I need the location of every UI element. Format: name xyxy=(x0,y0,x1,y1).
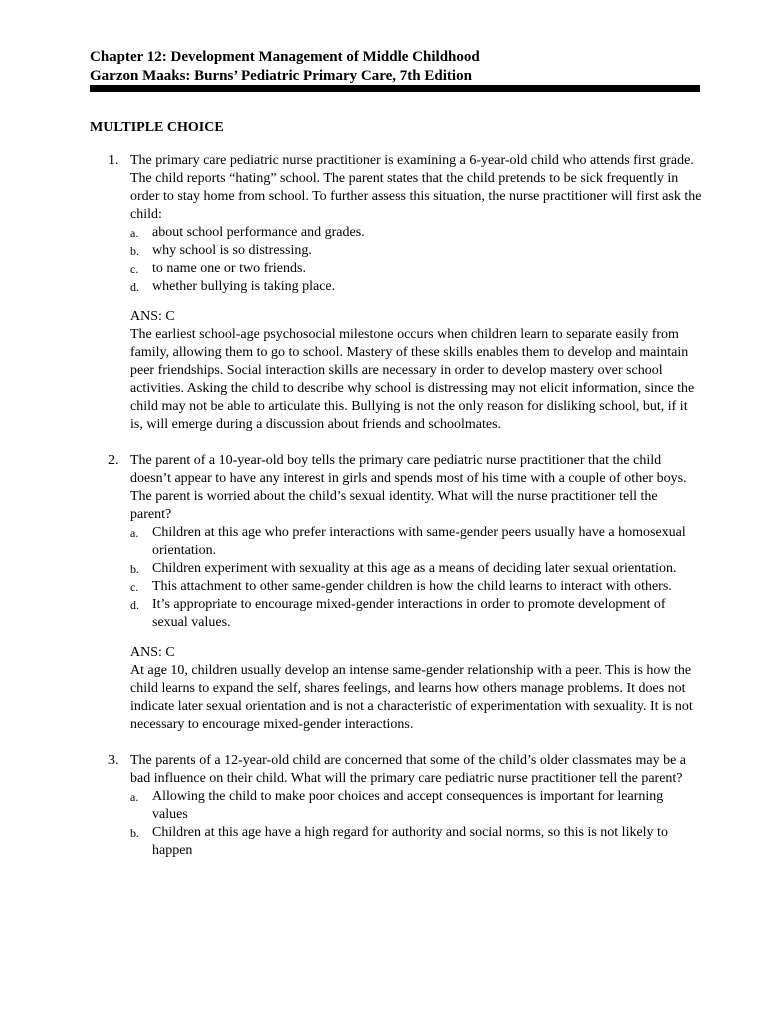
option-letter: b. xyxy=(130,244,139,258)
answer-option xyxy=(130,242,702,260)
answer-block xyxy=(130,308,702,434)
answer-option xyxy=(130,524,702,560)
question-spacer xyxy=(90,734,702,752)
option-text: Children experiment with sexuality at this age as a means of deciding later sexual orientation. xyxy=(152,561,677,576)
section-heading: MULTIPLE CHOICE xyxy=(90,120,224,135)
book-title: Garzon Maaks: Burns’ Pediatric Primary Care, 7th Edition xyxy=(90,68,472,84)
answer-block xyxy=(130,644,702,734)
answer-rationale: At age 10, children usually develop an intense same-gender relationship with a peer. This is how the child learns to expand the self, shares feelings, and learns how others manage problems. It does not indicate later sexual orientation and is not a characteristic of experimentation with sexuality. It is not necessary to encourage mixed-gender interactions. xyxy=(130,663,693,732)
chapter-title: Chapter 12: Development Management of Middle Childhood xyxy=(90,49,480,65)
header-rule xyxy=(90,85,700,92)
answer-options xyxy=(130,224,702,296)
question-list xyxy=(90,152,702,860)
option-text: This attachment to other same-gender children is how the child learns to interact with others. xyxy=(152,579,672,594)
answer-option xyxy=(130,278,702,296)
option-letter: b. xyxy=(130,562,139,576)
option-text: It’s appropriate to encourage mixed-gender interactions in order to promote development of sexual values. xyxy=(152,597,666,630)
question-3 xyxy=(90,752,702,860)
question-1 xyxy=(90,152,702,434)
answer-option xyxy=(130,596,702,632)
question-number: 2. xyxy=(108,453,119,468)
answer-option xyxy=(130,260,702,278)
option-text: about school performance and grades. xyxy=(152,225,365,240)
document-header xyxy=(90,48,700,86)
option-text: to name one or two friends. xyxy=(152,261,306,276)
question-stem: The primary care pediatric nurse practitioner is examining a 6-year-old child who attends first grade. The child reports “hating” school. The parent states that the child pretends to be sick frequently in order to stay home from school. To further assess this situation, the nurse practitioner will first ask the child: xyxy=(130,153,702,222)
answer-key: ANS: C xyxy=(130,645,175,660)
option-text: why school is so distressing. xyxy=(152,243,312,258)
answer-key: ANS: C xyxy=(130,309,175,324)
answer-option xyxy=(130,560,702,578)
question-number: 1. xyxy=(108,153,119,168)
option-text: Children at this age have a high regard for authority and social norms, so this is not likely to happen xyxy=(152,825,668,858)
option-letter: c. xyxy=(130,580,139,594)
option-text: Allowing the child to make poor choices and accept consequences is important for learning values xyxy=(152,789,664,822)
answer-option xyxy=(130,824,702,860)
question-stem: The parents of a 12-year-old child are concerned that some of the child’s older classmates may be a bad influence on their child. What will the primary care pediatric nurse practitioner tell the parent? xyxy=(130,753,687,786)
option-letter: d. xyxy=(130,598,139,612)
question-spacer xyxy=(90,434,702,452)
answer-options xyxy=(130,788,702,860)
option-letter: b. xyxy=(130,826,139,840)
option-letter: d. xyxy=(130,280,139,294)
question-2 xyxy=(90,452,702,734)
answer-rationale: The earliest school-age psychosocial milestone occurs when children learn to separate easily from family, allowing them to go to school. Mastery of these skills enables them to develop and maintain peer friendships. Social interaction skills are necessary in order to develop mastery over school activities. Asking the child to describe why school is distressing may not elicit information, since the child may not be able to articulate this. Bullying is not the only reason for disliking school, but, if it is, will emerge during a discussion about friends and schoolmates. xyxy=(130,327,695,432)
question-number: 3. xyxy=(108,753,119,768)
question-stem: The parent of a 10-year-old boy tells the primary care pediatric nurse practitioner that the child doesn’t appear to have any interest in girls and spends most of his time with a couple of other boys. The parent is worried about the child’s sexual identity. What will the nurse practitioner tell the parent? xyxy=(130,453,687,522)
option-text: whether bullying is taking place. xyxy=(152,279,336,294)
answer-options xyxy=(130,524,702,632)
option-letter: a. xyxy=(130,526,139,540)
option-letter: a. xyxy=(130,790,139,804)
answer-option xyxy=(130,788,702,824)
option-text: Children at this age who prefer interactions with same-gender peers usually have a homosexual orientation. xyxy=(152,525,686,558)
option-letter: c. xyxy=(130,262,139,276)
option-letter: a. xyxy=(130,226,139,240)
answer-option xyxy=(130,224,702,242)
answer-option xyxy=(130,578,702,596)
